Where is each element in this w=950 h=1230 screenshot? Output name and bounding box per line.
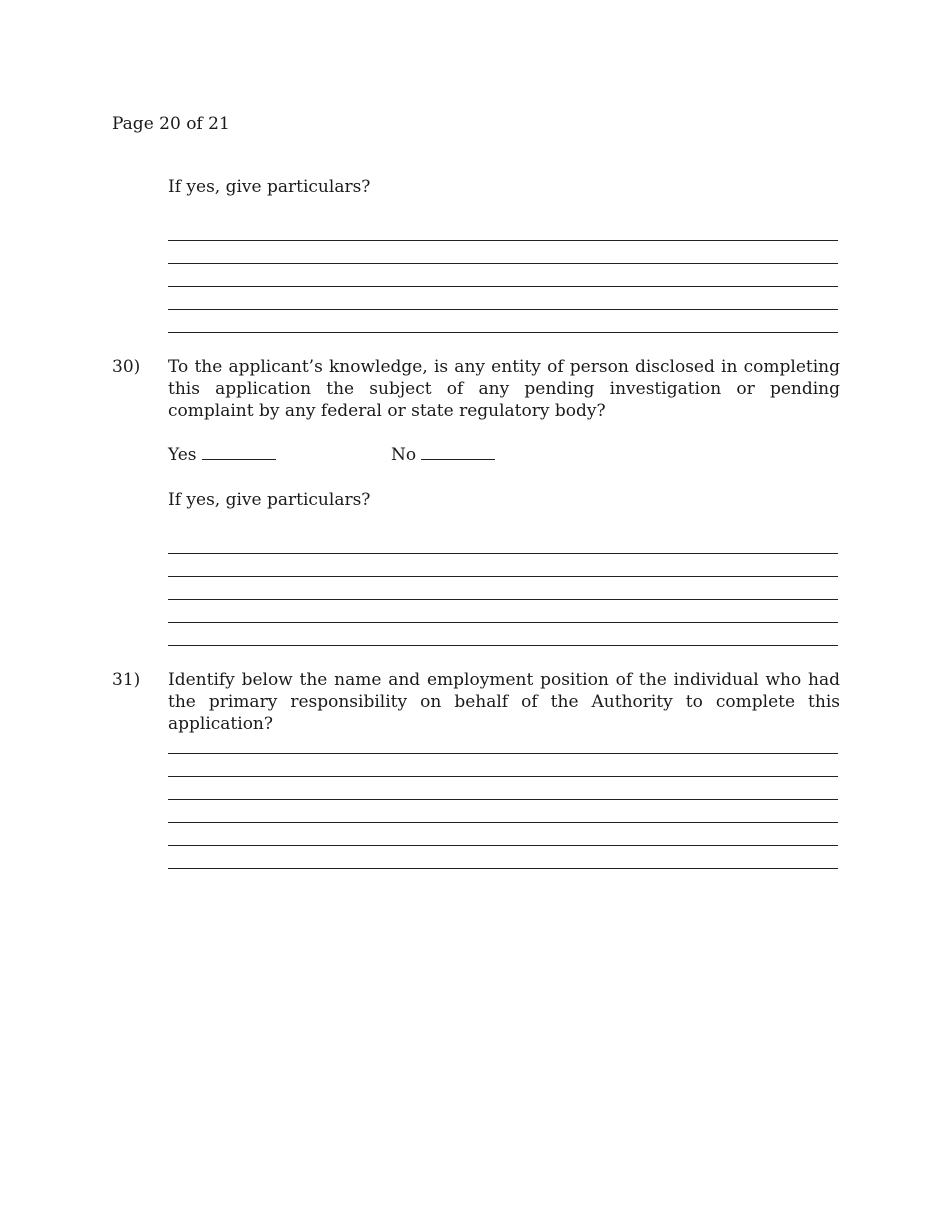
particulars-lines[interactable] [168,531,838,646]
no-option[interactable] [391,445,495,465]
responsibility-lines[interactable] [168,731,838,869]
answer-line[interactable] [168,241,838,264]
answer-line[interactable] [168,800,838,823]
particulars-prompt: If yes, give particulars? [168,490,371,510]
answer-line[interactable] [168,600,838,623]
answer-line[interactable] [168,310,838,333]
answer-line[interactable] [168,577,838,600]
answer-line[interactable] [168,287,838,310]
no-label: No [391,445,417,465]
answer-line[interactable] [168,218,838,241]
answer-line[interactable] [168,554,838,577]
particulars-prompt: If yes, give particulars? [168,177,371,197]
answer-line[interactable] [168,823,838,846]
answer-line[interactable] [168,264,838,287]
page-number: Page 20 of 21 [112,114,230,134]
answer-line[interactable] [168,754,838,777]
question-number: 31) [112,670,141,690]
yes-blank[interactable] [202,445,276,460]
answer-line[interactable] [168,731,838,754]
answer-line[interactable] [168,623,838,646]
particulars-lines[interactable] [168,218,838,333]
question-text: To the applicant’s knowledge, is any entity of person disclosed in completing this application the subject of any pending investigation or pending complaint by any federal or state regulatory body? [168,357,840,421]
question-text: Identify below the name and employment position of the individual who had the primary responsibility on behalf of the Authority to complete this application? [168,670,840,734]
answer-line[interactable] [168,846,838,869]
answer-line[interactable] [168,777,838,800]
question-number: 30) [112,357,141,377]
yes-option[interactable] [168,445,276,465]
yes-label: Yes [168,445,197,465]
no-blank[interactable] [421,445,495,460]
answer-line[interactable] [168,531,838,554]
